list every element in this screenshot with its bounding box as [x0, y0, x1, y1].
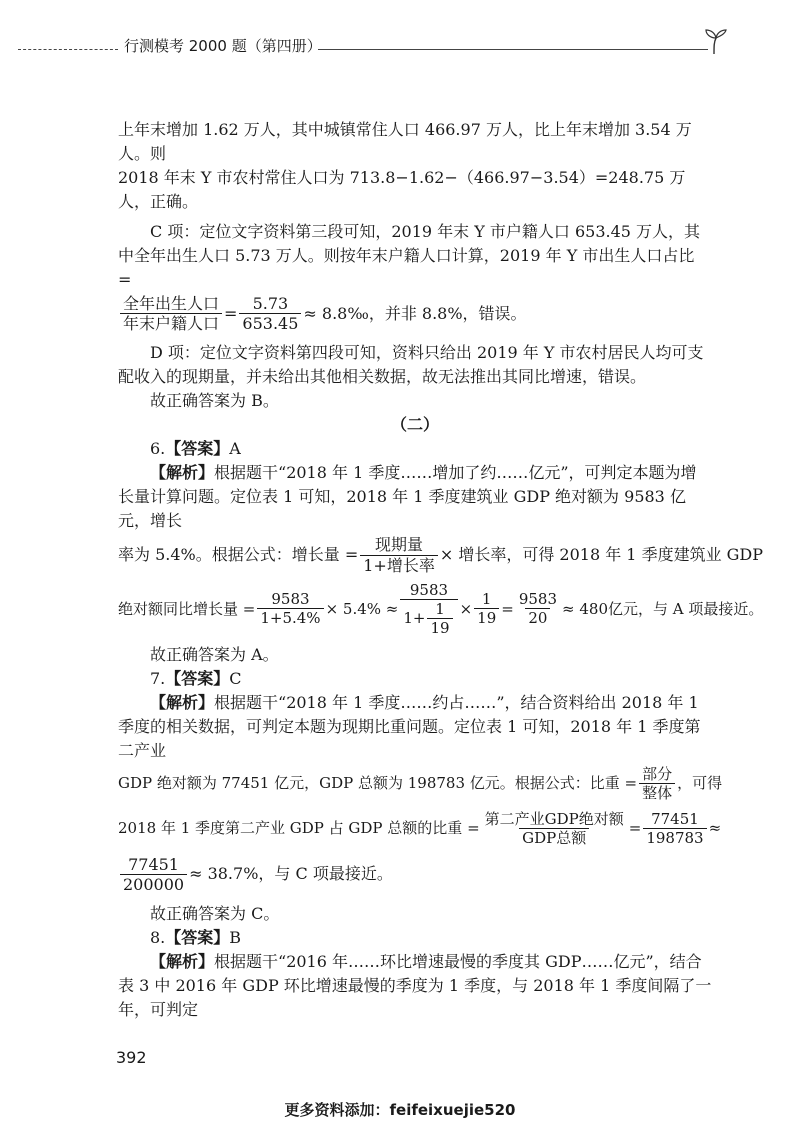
- fraction-numerator: 全年出生人口: [123, 294, 220, 313]
- denominator-term: 1+: [403, 609, 426, 628]
- analysis-text: 根据题干“2018 年 1 季度……约占……”，结合资料给出 2018 年 1 季度的相关数据，可判定本题为现期比重问题。定位表 1 可知，2018 年 1 季度第二产业: [118, 692, 701, 760]
- fraction-denominator: 19: [474, 608, 499, 627]
- option-c-formula: [118, 294, 712, 333]
- fraction: [639, 765, 675, 802]
- answer-value: A: [229, 439, 241, 459]
- fraction: [360, 535, 438, 574]
- fraction: [120, 855, 187, 894]
- answer-tag: 【答案】: [165, 439, 230, 459]
- question-number: 6.: [150, 439, 166, 459]
- q6-conclusion: 故正确答案为 A。: [150, 644, 279, 664]
- fraction-numerator: 77451: [128, 854, 179, 874]
- formula-prefix: 率为 5.4%。根据公式：增长量 =: [118, 545, 359, 565]
- q7-conclusion: 故正确答案为 C。: [150, 904, 280, 924]
- q7-calculation: [118, 809, 722, 847]
- intro-line-1: 上年末增加 1.62 万人，其中城镇常住人口 466.97 万人，比上年末增加 3.54 万人。则: [118, 120, 692, 163]
- nested-fraction: [427, 600, 452, 637]
- answer-value: B: [229, 928, 242, 948]
- fraction: [482, 810, 627, 847]
- fraction: [643, 810, 706, 847]
- answer-b-conclusion: 故正确答案为 B。: [150, 391, 279, 411]
- fraction-denominator: 整体: [639, 783, 675, 802]
- q6-answer-line: [118, 437, 712, 461]
- fraction-denominator: 200000: [120, 874, 187, 894]
- fraction-numerator: 5.73: [252, 294, 289, 313]
- fraction-numerator: 现期量: [375, 535, 424, 555]
- answer-tag: 【答案】: [165, 668, 230, 688]
- fraction-denominator: 198783: [643, 828, 706, 847]
- intro-line-2: 2018 年末 Y 市农村常住人口为 713.8−1.62−（466.97−3.54）=248.75 万人，正确。: [118, 168, 686, 211]
- fraction: [516, 590, 560, 627]
- fraction-denominator: GDP总额: [519, 828, 589, 847]
- fraction: [239, 294, 301, 333]
- fraction-numerator: 77451: [651, 809, 699, 828]
- formula-tail: ≈ 8.8‰，并非 8.8%，错误。: [303, 303, 527, 323]
- fraction-numerator: 1: [481, 590, 492, 609]
- fraction-denominator: 653.45: [239, 313, 301, 333]
- option-d-paragraph: D 项：定位文字资料第四段可知，资料只给出 2019 年 Y 市农村居民人均可支配收入的现期量，并未给出其他相关数据，故无法推出其同比增速，错误。: [118, 343, 704, 387]
- fraction-denominator: 年末户籍人口: [120, 313, 222, 333]
- analysis-tag: 【解析】: [150, 692, 215, 712]
- fraction-denominator: 20: [525, 608, 550, 627]
- page-number: 392: [116, 1048, 147, 1067]
- page-header: [18, 26, 722, 56]
- fraction-denominator: [400, 599, 457, 637]
- analysis-text: 根据题干“2018 年 1 季度……增加了约……亿元”，可判定本题为增长量计算问题。定位表 1 可知，2018 年 1 季度建筑业 GDP 绝对额为 9583 亿元，增长: [118, 463, 697, 531]
- q8-analysis: [118, 950, 712, 1022]
- q7-analysis: [118, 691, 712, 763]
- fraction-numerator: 部分: [642, 764, 673, 783]
- analysis-text: 根据题干“2016 年……环比增速最慢的季度其 GDP……亿元”，结合表 3 中 2016 年 GDP 环比增速最慢的季度为 1 季度，与 2018 年 1 季度间隔了一年，可判定: [118, 952, 712, 1020]
- equals-sign: =: [501, 599, 514, 618]
- question-number: 7.: [150, 668, 166, 688]
- fraction: [120, 294, 222, 333]
- q8-answer-line: [118, 926, 712, 950]
- q7-answer-line: [118, 667, 712, 691]
- formula-prefix: GDP 绝对额为 77451 亿元，GDP 总额为 198783 亿元。根据公式：比重 =: [118, 774, 638, 792]
- equals-sign: =: [224, 303, 238, 323]
- q6-calculation: [118, 580, 764, 637]
- answer-tag: 【答案】: [165, 928, 230, 948]
- fraction-numerator: 第二产业GDP绝对额: [484, 809, 624, 828]
- q7-formula: [118, 764, 723, 802]
- calc-prefix: 绝对额同比增长量 =: [118, 599, 256, 618]
- section-heading: （二）: [390, 415, 439, 435]
- fraction: [400, 581, 457, 637]
- header-rule-right: [318, 49, 708, 50]
- result-tail: ≈ 38.7%，与 C 项最接近。: [189, 864, 393, 884]
- approx-sign: ≈: [708, 819, 722, 837]
- equals-sign: =: [628, 819, 642, 837]
- fraction: [474, 590, 499, 627]
- question-number: 8.: [150, 928, 166, 948]
- q6-formula: [118, 535, 764, 575]
- formula-suffix: × 增长率，可得 2018 年 1 季度建筑业 GDP: [439, 545, 764, 565]
- fraction: [257, 590, 323, 627]
- header-title: 行测模考 2000 题（第四册）: [124, 37, 322, 55]
- option-c-paragraph: C 项：定位文字资料第三段可知，2019 年末 Y 市户籍人口 653.45 万人，其中全年出生人口 5.73 万人。则按年末户籍人口计算，2019 年 Y 市出生人口占比 =: [118, 222, 701, 289]
- q7-result: [118, 855, 712, 894]
- page-content: [118, 118, 764, 1022]
- sprout-icon: [698, 26, 730, 56]
- formula-suffix: ，可得: [677, 774, 723, 792]
- fraction-denominator: 1+增长率: [360, 555, 438, 575]
- analysis-tag: 【解析】: [150, 952, 215, 972]
- header-rule-left: [18, 49, 118, 50]
- footer-note: 更多资料添加：feifeixuejie520: [284, 1101, 516, 1119]
- analysis-tag: 【解析】: [150, 463, 215, 483]
- calc-tail: ≈ 480亿元，与 A 项最接近。: [562, 599, 764, 618]
- calc-operator: × 5.4% ≈: [325, 599, 399, 618]
- fraction-denominator: 1+5.4%: [257, 608, 323, 627]
- q6-analysis: [118, 461, 712, 533]
- calc-operator: ×: [459, 599, 473, 618]
- fraction-denominator: 19: [427, 618, 452, 637]
- calc-prefix: 2018 年 1 季度第二产业 GDP 占 GDP 总额的比重 =: [118, 819, 480, 837]
- answer-value: C: [229, 668, 242, 688]
- fraction-numerator: 9583: [409, 580, 449, 599]
- fraction-numerator: 9583: [518, 590, 558, 609]
- fraction-numerator: 1: [435, 599, 445, 618]
- fraction-numerator: 9583: [271, 590, 310, 609]
